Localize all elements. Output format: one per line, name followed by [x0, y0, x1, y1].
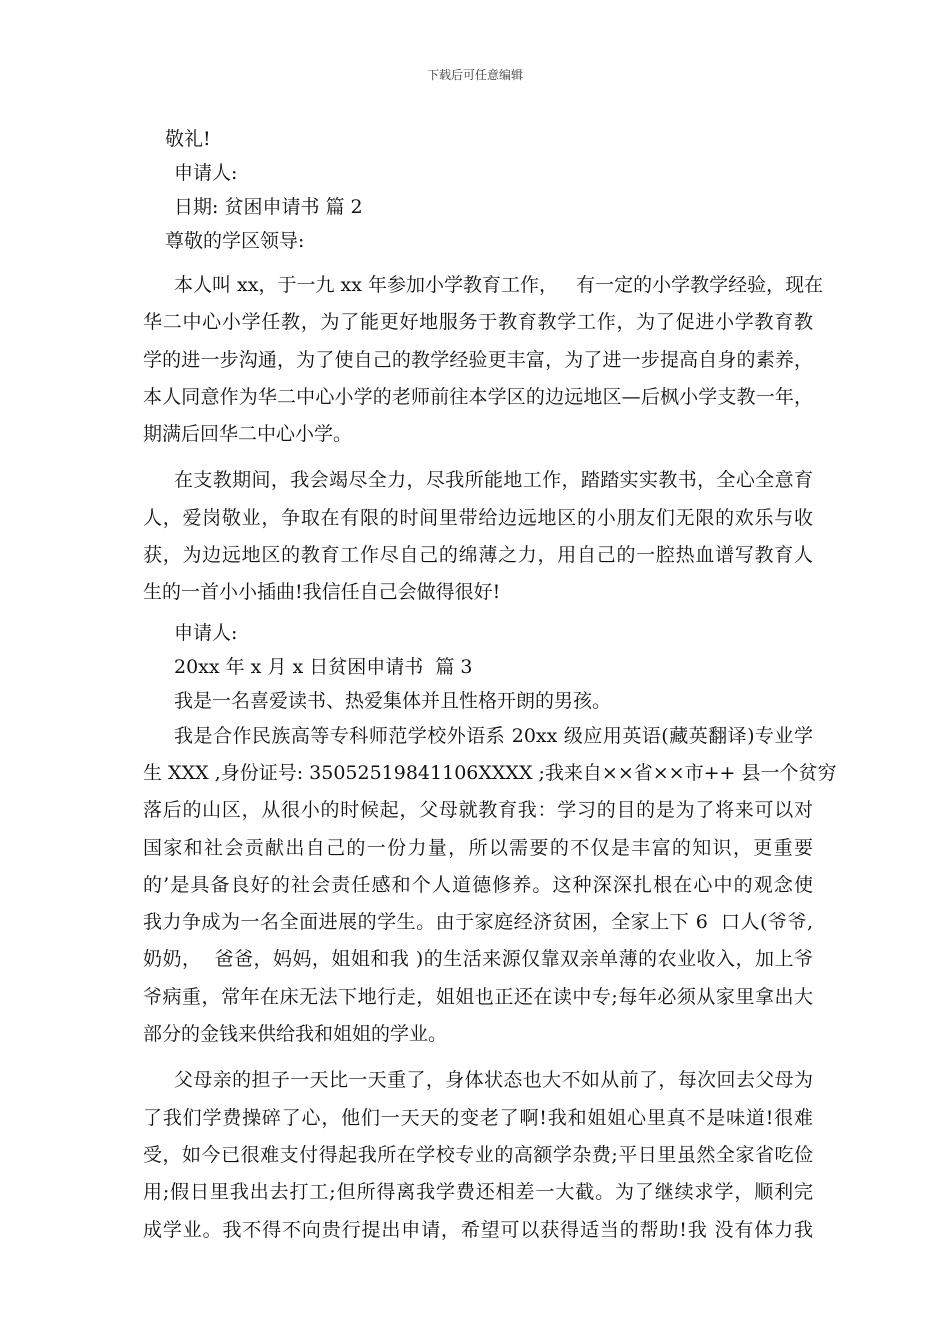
applicant-line-2: 申请人: — [174, 621, 238, 644]
paragraph-line: 国家和社会贡献出自己的一份力量，所以需要的不仅是丰富的知识，更重要 — [143, 836, 813, 859]
paragraph-line: 了我们学费操碎了心，他们一天天的变老了啊!我和姐姐心里真不是味道!很难 — [143, 1106, 813, 1129]
date-title-line: 日期: 贫困申请书 篇 2 — [174, 196, 363, 218]
paragraph-line: 我力争成为一名全面进展的学生。由于家庭经济贫困，全家上下 6 口人(爷爷, — [143, 911, 813, 934]
paragraph-1 — [143, 267, 824, 453]
paragraph-line: 受，如今已很难支付得起我所在学校专业的高额学杂费;平日里虽然全家省吃俭 — [143, 1143, 813, 1166]
paragraph-2 — [143, 462, 813, 611]
paragraph-line: 期满后回华二中心小学。 — [143, 423, 353, 446]
paragraph-line: 本人叫 xx，于一九 xx 年参加小学教育工作， 有一定的小学教学经验，现在 — [174, 274, 824, 296]
paragraph-line: 本人同意作为华二中心小学的老师前往本学区的边远地区—后枫小学支教一年， — [143, 385, 813, 408]
paragraph-line: 部分的金钱来供给我和姐姐的学业。 — [143, 1023, 448, 1046]
paragraph-line: 生 XXX ,身份证号: 35052519841106XXXX ;我来自××省××市++ 县一个贫穷 — [143, 761, 837, 784]
paragraph-4 — [143, 1062, 813, 1248]
closing-line: 敬礼! — [165, 128, 211, 150]
paragraph-line: 的’是具备良好的社会责任感和个人道德修养。这种深深扎根在心中的观念使 — [143, 873, 813, 896]
page-header: 下载后可任意编辑 — [426, 68, 523, 82]
paragraph-line: 奶奶， 爸爸，妈妈，姐姐和我 )的生活来源仅靠双亲单薄的农业收入，加上爷 — [143, 948, 813, 971]
paragraph-line: 我是合作民族高等专科师范学校外语系 20xx 级应用英语(藏英翻译)专业学 — [174, 724, 813, 747]
intro-line: 我是一名喜爱读书、热爱集体并且性格开朗的男孩。 — [174, 689, 612, 712]
paragraph-3 — [143, 718, 837, 1054]
paragraph-line: 父母亲的担子一天比一天重了，身体状态也大不如从前了，每次回去父母为 — [174, 1069, 813, 1092]
paragraph-line: 落后的山区，从很小的时候起，父母就教育我：学习的目的是为了将来可以对 — [143, 799, 813, 822]
paragraph-line: 成学业。我不得不向贵行提出申请，希望可以获得适当的帮助!我 没有体力我 — [143, 1218, 813, 1241]
paragraph-line: 人，爱岗敬业，争取在有限的时间里带给边远地区的小朋友们无限的欢乐与收 — [143, 506, 813, 529]
date-title-line-2: 20xx 年 x 月 x 日贫困申请书 篇 3 — [174, 655, 473, 678]
paragraph-line: 学的进一步沟通，为了使自己的教学经验更丰富，为了进一步提高自身的素养， — [143, 348, 813, 371]
paragraph-line: 用;假日里我出去打工;但所得离我学费还相差一大截。为了继续求学，顺利完 — [143, 1181, 813, 1204]
paragraph-line: 在支教期间，我会竭尽全力，尽我所能地工作，踏踏实实教书，全心全意育 — [174, 469, 813, 492]
document-body — [143, 122, 837, 1249]
paragraph-line: 爷病重，常年在床无法下地行走，姐姐也正还在读中专;每年必须从家里拿出大 — [143, 985, 813, 1008]
paragraph-line: 华二中心小学任教，为了能更好地服务于教育教学工作，为了促进小学教育教 — [143, 311, 813, 334]
paragraph-line: 获，为边远地区的教育工作尽自己的绵薄之力，用自己的一腔热血谱写教育人 — [143, 544, 813, 567]
paragraph-line: 生的一首小小插曲!我信任自己会做得很好! — [143, 581, 501, 604]
salutation-line: 尊敬的学区领导: — [165, 230, 305, 252]
applicant-line: 申请人: — [174, 162, 238, 184]
